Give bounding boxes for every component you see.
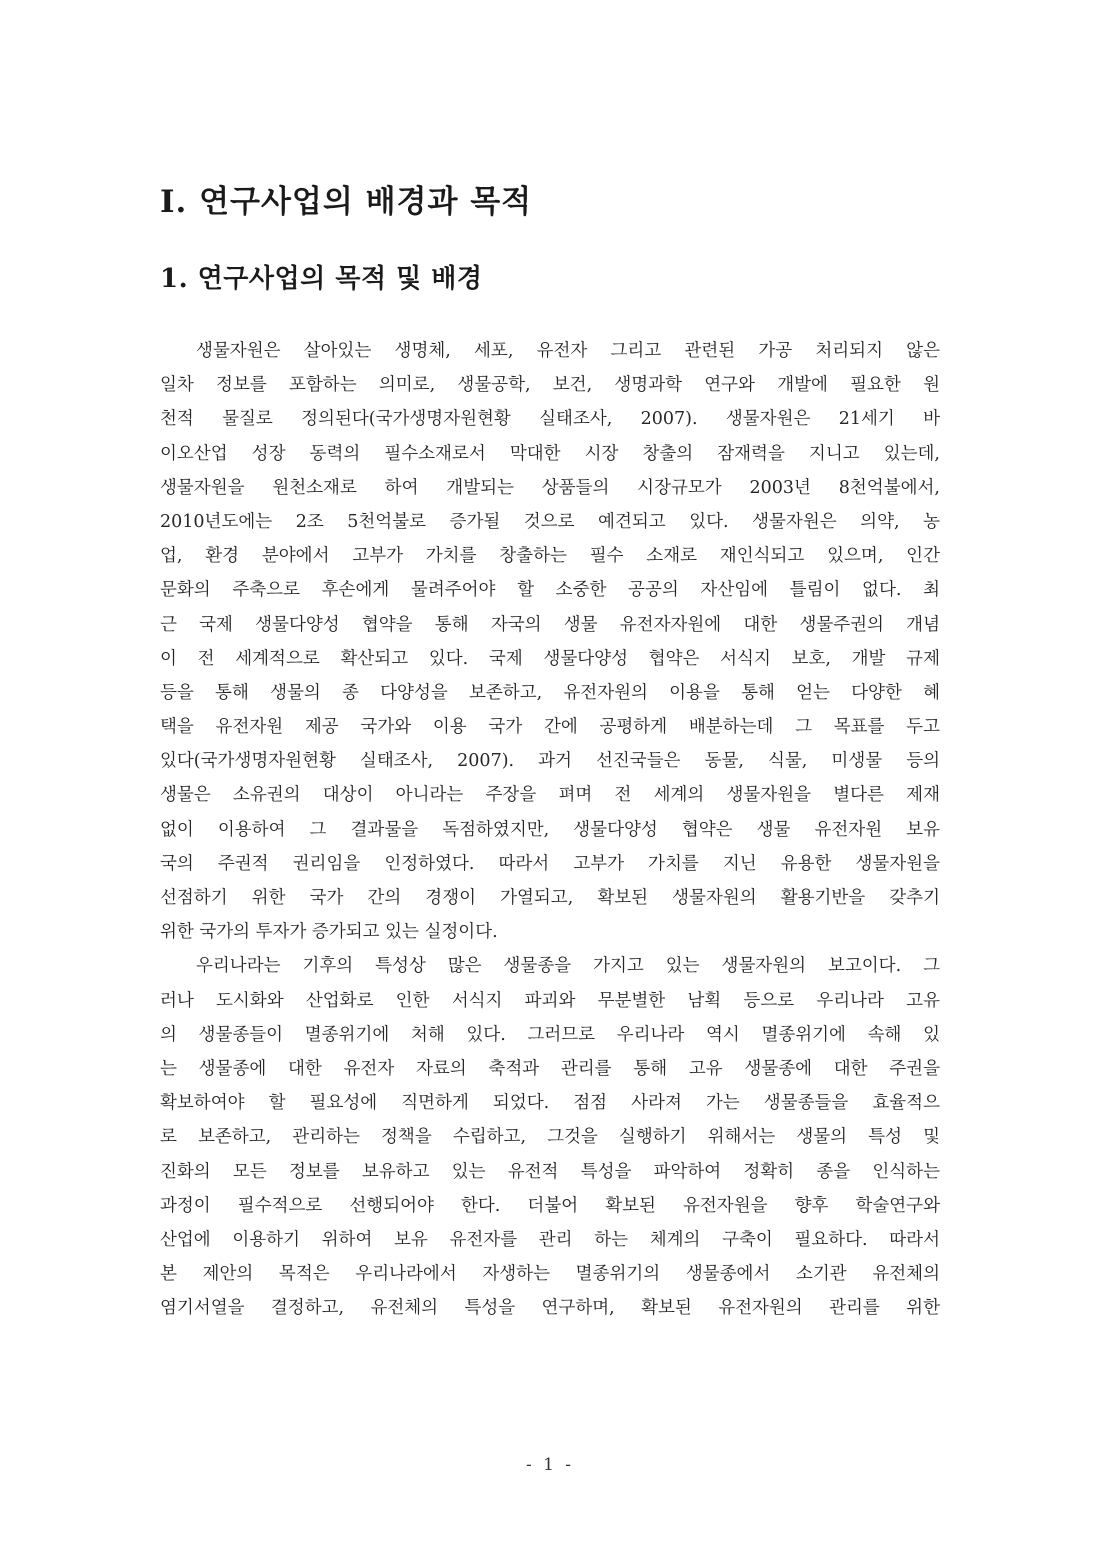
chapter-title: Ⅰ. 연구사업의 배경과 목적 — [160, 184, 533, 220]
text-line: 확보하여야 할 필요성에 직면하게 되었다. 점점 사라져 가는 생물종들을 효율적으 — [160, 1093, 940, 1114]
text-line: 선점하기 위한 국가 간의 경쟁이 가열되고, 확보된 생물자원의 활용기반을 갖추기 — [160, 888, 940, 908]
text-line: 우리나라는 기후의 특성상 많은 생물종을 가지고 있는 생물자원의 보고이다. 그 — [196, 956, 940, 977]
text-line: 이오산업 성장 동력의 필수소재로서 막대한 시장 창출의 잠재력을 지니고 있는데, — [160, 443, 940, 464]
text-line: 로 보존하고, 관리하는 정책을 수립하고, 그것을 실행하기 위해서는 생물의 특성 및 — [160, 1127, 940, 1148]
text-line: 근 국제 생물다양성 협약을 통해 자국의 생물 유전자자원에 대한 생물주권의 개념 — [160, 614, 940, 635]
text-line: 있다(국가생명자원현황 실태조사, 2007). 과거 선진국들은 동물, 식물, 미생물 등의 — [160, 751, 940, 772]
text-line: 위한 국가의 투자가 증가되고 있는 실정이다. — [160, 922, 498, 943]
text-line: 문화의 주축으로 후손에게 물려주어야 할 소중한 공공의 자산임에 틀림이 없다. 최 — [160, 580, 940, 601]
text-line: 산업에 이용하기 위하여 보유 유전자를 관리 하는 체계의 구축이 필요하다. 따라서 — [160, 1229, 940, 1250]
text-line: 의 생물종들이 멸종위기에 처해 있다. 그러므로 우리나라 역시 멸종위기에 속해 있 — [160, 1024, 940, 1045]
page-number: - 1 - — [525, 1455, 575, 1475]
text-line: 2010년도에는 2조 5천억불로 증가될 것으로 예견되고 있다. 생물자원은 의약, 농 — [160, 511, 940, 532]
body-text — [160, 334, 940, 1325]
text-line: 염기서열을 결정하고, 유전체의 특성을 연구하며, 확보된 유전자원의 관리를 위한 — [160, 1298, 940, 1319]
text-line: 본 제안의 목적은 우리나라에서 자생하는 멸종위기의 생물종에서 소기관 유전체의 — [160, 1264, 940, 1285]
text-line: 천적 물질로 정의된다(국가생명자원현황 실태조사, 2007). 생물자원은 21세기 바 — [160, 409, 940, 430]
text-line: 과정이 필수적으로 선행되어야 한다. 더불어 확보된 유전자원을 향후 학술연구와 — [160, 1195, 940, 1216]
text-line: 생물자원은 살아있는 생명체, 세포, 유전자 그리고 관련된 가공 처리되지 않은 — [196, 341, 940, 361]
paragraph-2 — [160, 949, 940, 1325]
text-line: 택을 유전자원 제공 국가와 이용 국가 간에 공평하게 배분하는데 그 목표를 두고 — [160, 717, 940, 738]
text-line: 이 전 세계적으로 확산되고 있다. 국제 생물다양성 협약은 서식지 보호, 개발 규제 — [160, 648, 940, 669]
text-line: 업, 환경 분야에서 고부가 가치를 창출하는 필수 소재로 재인식되고 있으며, 인간 — [160, 546, 940, 567]
text-line: 국의 주권적 권리임을 인정하였다. 따라서 고부가 가치를 지닌 유용한 생물자원을 — [160, 853, 940, 874]
text-line: 러나 도시화와 산업화로 인한 서식지 파괴와 무분별한 남획 등으로 우리나라 고유 — [160, 990, 940, 1011]
text-line: 생물자원을 원천소재로 하여 개발되는 상품들의 시장규모가 2003년 8천억불에서, — [160, 477, 940, 498]
text-line: 진화의 모든 정보를 보유하고 있는 유전적 특성을 파악하여 정확히 종을 인식하는 — [160, 1161, 940, 1182]
section-title: 1. 연구사업의 목적 및 배경 — [160, 264, 483, 294]
text-line: 생물은 소유권의 대상이 아니라는 주장을 펴며 전 세계의 생물자원을 별다른 제재 — [160, 785, 940, 806]
text-line: 등을 통해 생물의 종 다양성을 보존하고, 유전자원의 이용을 통해 얻는 다양한 혜 — [160, 682, 940, 703]
text-line: 는 생물종에 대한 유전자 자료의 축적과 관리를 통해 고유 생물종에 대한 주권을 — [160, 1058, 940, 1079]
paragraph-1 — [160, 334, 940, 949]
text-line: 일차 정보를 포함하는 의미로, 생물공학, 보건, 생명과학 연구와 개발에 필요한 원 — [160, 375, 940, 396]
text-line: 없이 이용하여 그 결과물을 독점하였지만, 생물다양성 협약은 생물 유전자원 보유 — [160, 819, 940, 840]
